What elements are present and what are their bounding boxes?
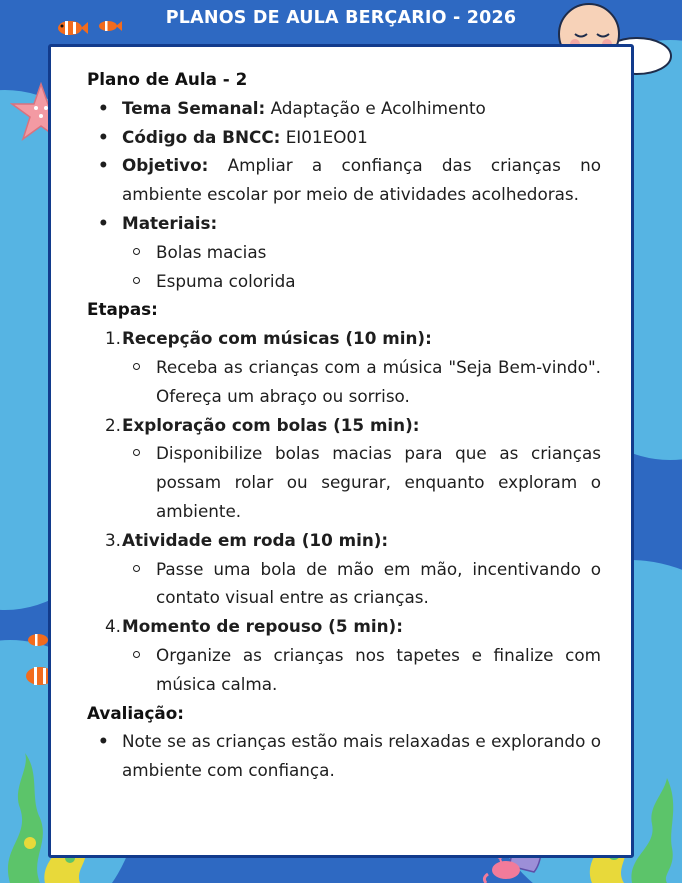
evaluation-item: • Note se as crianças estão mais relaxadas e explorando o ambiente com confiança. xyxy=(87,727,601,785)
material-item: Bolas macias xyxy=(87,238,601,267)
list-item: • Tema Semanal: Adaptação e Acolhimento xyxy=(87,94,601,123)
step-detail: Passe uma bola de mão em mão, incentivando o contato visual entre as crianças. xyxy=(87,555,601,613)
list-item: • Materiais: xyxy=(87,209,601,238)
step-item xyxy=(87,411,601,526)
step-item xyxy=(87,612,601,698)
step-detail: Receba as crianças com a música "Seja Bem-vindo". Ofereça um abraço ou sorriso. xyxy=(87,353,601,411)
step-item xyxy=(87,324,601,410)
step-number: 1. xyxy=(104,328,121,349)
material-item: Espuma colorida xyxy=(87,267,601,296)
lesson-content xyxy=(87,65,601,785)
header-title: PLANOS DE AULA BERÇARIO - 2026 xyxy=(165,8,517,28)
evaluation-title: Avaliação: xyxy=(87,702,184,723)
step-item xyxy=(87,526,601,612)
step-title: Atividade em roda (10 min): xyxy=(122,529,389,550)
evaluation-list xyxy=(87,727,601,785)
steps-title: Etapas: xyxy=(87,299,158,320)
materials-list xyxy=(87,238,601,296)
step-number: 4. xyxy=(104,616,121,637)
step-title: Exploração com bolas (15 min): xyxy=(122,414,420,435)
step-detail: Organize as crianças nos tapetes e finalize com música calma. xyxy=(87,641,601,699)
info-list xyxy=(87,94,601,238)
list-item: • Código da BNCC: EI01EO01 xyxy=(87,123,601,152)
step-number: 2. xyxy=(104,414,121,435)
steps-list xyxy=(87,324,601,698)
list-item: • Objetivo: Ampliar a confiança das crianças no ambiente escolar por meio de atividades acolhedoras. xyxy=(87,151,601,209)
step-detail: Disponibilize bolas macias para que as crianças possam rolar ou segurar, enquanto exploram o ambiente. xyxy=(87,439,601,525)
step-number: 3. xyxy=(104,529,121,550)
step-title: Momento de repouso (5 min): xyxy=(122,616,403,637)
step-title: Recepção com músicas (10 min): xyxy=(122,328,432,349)
plan-title: Plano de Aula - 2 xyxy=(87,69,248,89)
